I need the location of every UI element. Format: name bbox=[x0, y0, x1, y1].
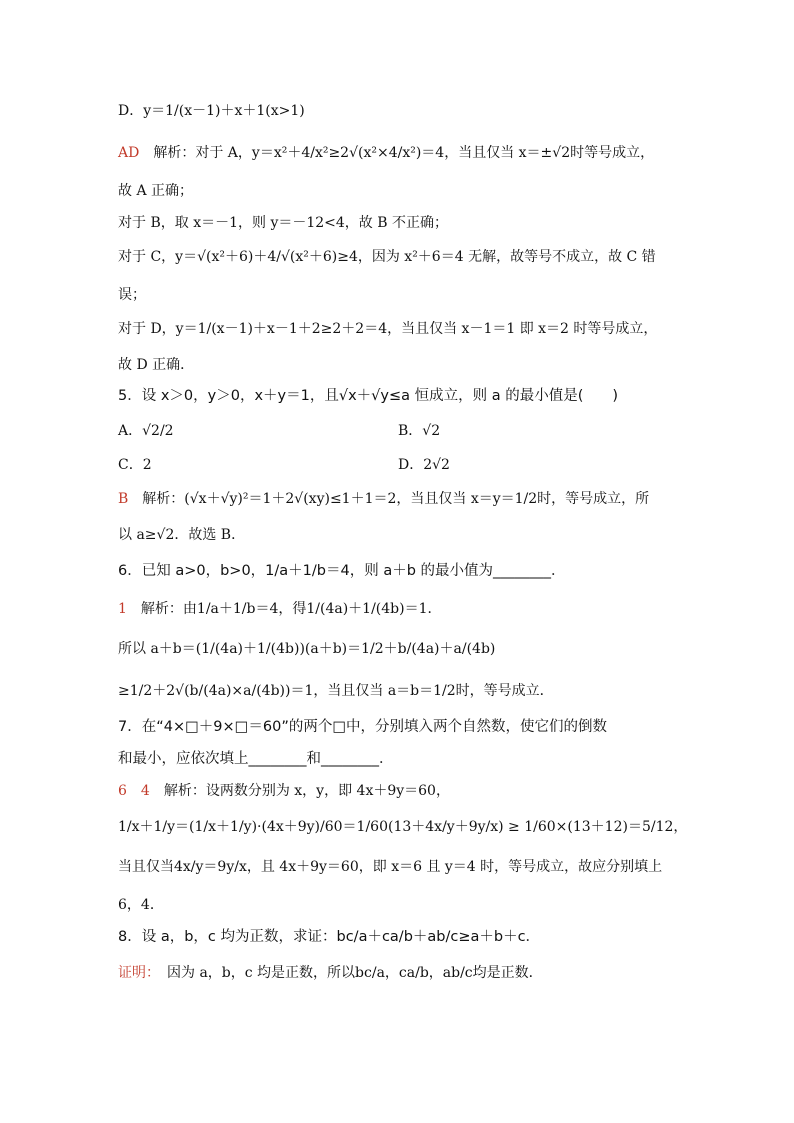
text-line-l18 bbox=[118, 716, 607, 738]
line-text: 6，4． bbox=[118, 897, 164, 913]
choice-option-oA: A．√2/2 bbox=[118, 423, 174, 439]
line-text: 5．设 x＞0，y＞0，x＋y＝1，且√x＋√y≤a 恒成立，则 a 的最小值是( ) bbox=[118, 388, 619, 404]
line-text: 对于 C，y＝√(x²＋6)＋4/√(x²＋6)≥4，因为 x²＋6＝4 无解，故等号不成立，故 C 错 bbox=[118, 249, 656, 265]
text-line-l1 bbox=[118, 100, 305, 122]
text-line-l13 bbox=[118, 524, 245, 546]
line-text: 6．已知 a>0，b>0，1/a＋1/b＝4，则 a＋b 的最小值为________． bbox=[118, 563, 566, 579]
line-text: 解析：设两数分别为 x，y，即 4x＋9y＝60， bbox=[163, 783, 450, 799]
line-text: ≥1/2＋2√(b/(4a)×a/(4b))＝1，当且仅当 a＝b＝1/2时，等号成立． bbox=[118, 683, 554, 699]
text-line-l21 bbox=[118, 816, 687, 838]
line-text: 所以 a＋b＝(1/(4a)＋1/(4b))(a＋b)＝1/2＋b/(4a)＋a/(4b) bbox=[118, 641, 496, 657]
line-text: 当且仅当4x/y＝9y/x，且 4x＋9y＝60，即 x＝6 且 y＝4 时，等号成立，故应分别填上 bbox=[118, 859, 663, 875]
text-line-l9 bbox=[118, 385, 618, 407]
line-text: 故 A 正确； bbox=[118, 183, 194, 199]
answer-label: 证明： bbox=[118, 965, 153, 981]
choice-option-oB: B．√2 bbox=[398, 423, 441, 439]
text-line-l6 bbox=[118, 284, 146, 306]
text-line-l5 bbox=[118, 246, 656, 268]
choice-option-oC: C．2 bbox=[118, 457, 152, 473]
line-text: 误； bbox=[118, 287, 146, 303]
text-line-l23 bbox=[118, 894, 164, 916]
choice-option-oD: D．2√2 bbox=[398, 457, 450, 473]
answer-label: 6 4 bbox=[118, 783, 150, 799]
text-line-l8 bbox=[118, 354, 194, 376]
line-text: 对于 B，取 x＝－1，则 y＝－12<4，故 B 不正确； bbox=[118, 215, 448, 231]
text-line-l24 bbox=[118, 926, 540, 948]
line-text: 因为 a，b，c 均是正数，所以bc/a，ca/b，ab/c均是正数． bbox=[167, 965, 543, 981]
line-text: 解析：对于 A，y＝x²＋4/x²≥2√(x²×4/x²)＝4，当且仅当 x＝±√2时等号成立， bbox=[153, 145, 655, 161]
text-line-l19 bbox=[118, 748, 394, 770]
line-text: 解析：由1/a＋1/b＝4，得1/(4a)＋1/(4b)＝1． bbox=[140, 601, 442, 617]
text-line-l25 bbox=[118, 962, 543, 984]
line-text: 以 a≥√2．故选 B． bbox=[118, 527, 246, 543]
text-line-l14 bbox=[118, 560, 566, 582]
text-line-l16 bbox=[118, 638, 495, 660]
line-text: 1/x＋1/y＝(1/x＋1/y)·(4x＋9y)/60＝1/60(13＋4x/y＋9y/x) ≥ 1/60×(13＋12)＝5/12， bbox=[118, 819, 688, 835]
text-line-l7 bbox=[118, 318, 657, 340]
text-line-l2 bbox=[118, 142, 654, 164]
text-line-l15 bbox=[118, 598, 442, 620]
line-text: 对于 D，y＝1/(x－1)＋x－1＋2≥2＋2＝4，当且仅当 x－1＝1 即 x＝2 时等号成立， bbox=[118, 321, 658, 337]
text-line-l3 bbox=[118, 180, 193, 202]
text-line-l20 bbox=[118, 780, 450, 802]
answer-label: 1 bbox=[118, 601, 127, 617]
text-line-l22 bbox=[118, 856, 662, 878]
answer-label: AD bbox=[118, 145, 140, 161]
line-text: 故 D 正确． bbox=[118, 357, 195, 373]
line-text: 解析：(√x＋√y)²＝1＋2√(xy)≤1＋1＝2，当且仅当 x＝y＝1/2时，等号成立，所 bbox=[142, 491, 650, 507]
answer-label: B bbox=[118, 491, 129, 507]
text-line-l4 bbox=[118, 212, 448, 234]
text-line-l12 bbox=[118, 488, 649, 510]
line-text: 8．设 a，b，c 均为正数，求证：bc/a＋ca/b＋ab/c≥a＋b＋c． bbox=[118, 929, 541, 945]
line-text: 和最小，应依次填上________和________． bbox=[118, 751, 394, 767]
line-text: 7．在“4×□＋9×□＝60”的两个□中，分别填入两个自然数，使它们的倒数 bbox=[118, 719, 608, 735]
line-text: D．y＝1/(x－1)＋x＋1(x>1) bbox=[118, 103, 305, 119]
text-line-l17 bbox=[118, 680, 554, 702]
